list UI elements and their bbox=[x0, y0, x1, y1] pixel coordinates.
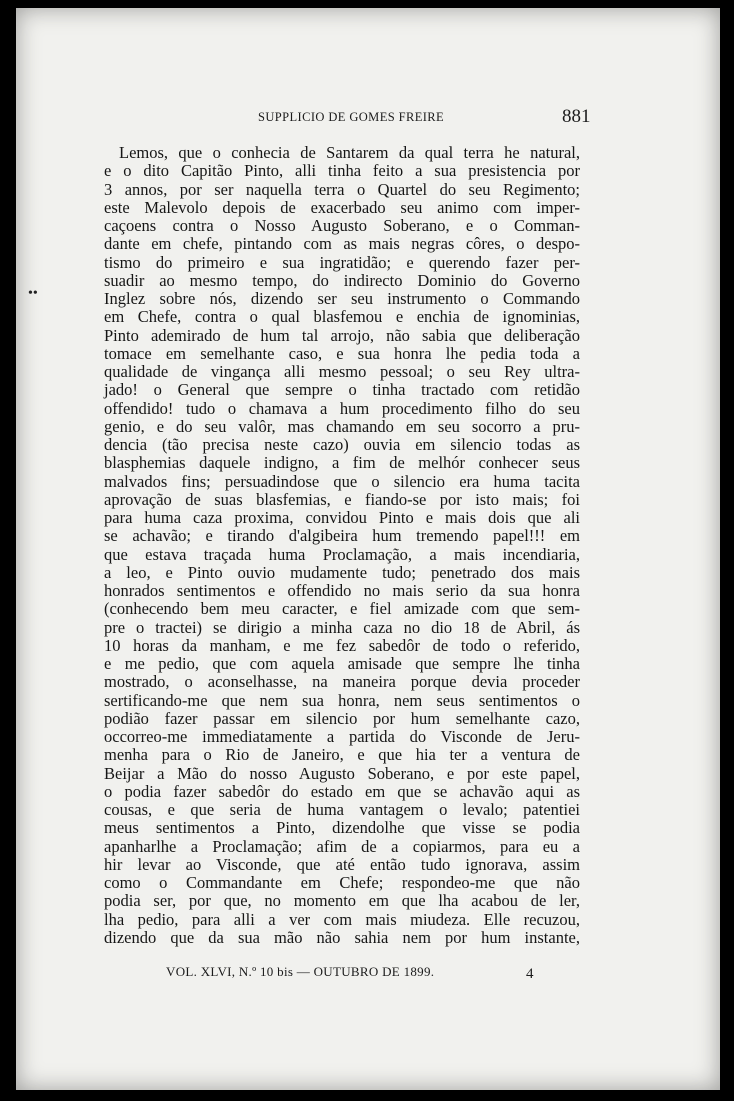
text-line: dizendo que da sua mão não sahia nem por hum instante, bbox=[104, 927, 580, 947]
text-line: blasphemias daquele indigno, a fim de melhór conhecer seus bbox=[104, 453, 580, 473]
text-line: 3 annos, por ser naquella terra o Quartel do seu Regimento; bbox=[104, 179, 580, 199]
text-line: este Malevolo depois de exacerbado seu animo com imper- bbox=[104, 197, 580, 217]
text-line: dencia (tão precisa neste cazo) ouvia em silencio todas as bbox=[104, 435, 580, 454]
running-title: SUPPLICIO DE GOMES FREIRE bbox=[258, 110, 445, 124]
text-line: meus sentimentos a Pinto, dizendolhe que visse se podia bbox=[104, 818, 580, 838]
book-page bbox=[16, 8, 720, 1090]
text-line: tismo do primeiro e sua ingratidão; e querendo fazer per- bbox=[104, 252, 580, 272]
text-line: lha pedio, para alli a ver com mais miudeza. Elle recuzou, bbox=[104, 909, 580, 929]
text-line: (conhecendo bem meu caracter, e fiel amizade com que sem- bbox=[104, 599, 580, 619]
page-number: 881 bbox=[562, 106, 591, 127]
text-line: e me pedio, que com aquela amisade que sempre lhe tinha bbox=[104, 654, 580, 673]
volume-signature: VOL. XLVI, N.º 10 bis — OUTUBRO DE 1899. bbox=[166, 964, 435, 979]
text-line: podia ser, por que, no momento em que lha acabou de ler, bbox=[104, 891, 580, 911]
text-line: occorreo-me immediatamente a partida do Visconde de Jeru- bbox=[104, 727, 580, 746]
text-line: apanharlhe a Proclamação; afim de a copiarmos, para eu a bbox=[104, 836, 580, 856]
text-line: Pinto ademirado de hum tal arrojo, não sabia que deliberação bbox=[104, 325, 580, 345]
text-line: podião fazer passar em silencio por hum semelhante cazo, bbox=[104, 708, 580, 728]
text-line: honrados sentimentos e offendido no mais serio da sua honra bbox=[104, 581, 580, 600]
text-line: Lemos, que o conhecia de Santarem da qual terra he natural, bbox=[119, 143, 580, 162]
text-line: cousas, e que seria de huma vantagem o levalo; patentiei bbox=[104, 800, 580, 819]
text-line: hir levar ao Visconde, que até então tudo ignorava, assim bbox=[104, 854, 580, 874]
text-line: Beijar a Mão do nosso Augusto Soberano, e por este papel, bbox=[104, 763, 580, 783]
text-line: como o Commandante em Chefe; respondeo-me que não bbox=[104, 873, 580, 892]
text-line: e o dito Capitão Pinto, alli tinha feito a sua presistencia por bbox=[104, 161, 580, 181]
text-line: offendido! tudo o chamava a hum procedimento filho do seu bbox=[104, 398, 580, 418]
text-line: suadir ao mesmo tempo, do indirecto Dominio do Governo bbox=[104, 270, 580, 290]
text-line: a leo, e Pinto ouvio mudamente tudo; penetrado dos mais bbox=[104, 562, 580, 582]
margin-mark: •• bbox=[28, 286, 38, 301]
text-line: malvados fins; persuadindose que o silencio era huma tacita bbox=[104, 471, 580, 491]
sheet-number: 4 bbox=[526, 966, 534, 982]
text-line: caçoens contra o Nosso Augusto Soberano, e o Comman- bbox=[104, 216, 580, 235]
text-line: se achavão; e tirando d'algibeira hum tremendo papel!!! em bbox=[104, 526, 580, 546]
text-line: genio, e do seu valôr, mas chamando em seu socorro a pru- bbox=[104, 416, 580, 436]
text-line: pre o tractei) se dirigio a minha caza no dio 18 de Abril, ás bbox=[104, 617, 580, 637]
text-line: 10 horas da manham, e me fez sabedôr de todo o referido, bbox=[104, 635, 580, 655]
text-line: jado! o General que sempre o tinha tractado com retidão bbox=[104, 380, 580, 400]
text-line: tomace em semelhante caso, e sua honra lhe pedia toda a bbox=[104, 343, 580, 363]
body-text bbox=[104, 144, 580, 947]
page-footer bbox=[166, 964, 586, 986]
text-line: qualidade de vingança alli mesmo pessoal; o seu Rey ultra- bbox=[104, 362, 580, 381]
text-line: o podia fazer sabedôr do estado em que se achavão aqui as bbox=[104, 781, 580, 801]
text-line: em Chefe, contra o qual blasfemou e enchia de ignominias, bbox=[104, 307, 580, 327]
text-line: aprovação de suas blasfemias, e fiando-se por isto mais; foi bbox=[104, 489, 580, 509]
text-line: sertificando-me que nem sua honra, nem seus sentimentos o bbox=[104, 690, 580, 710]
page-header bbox=[16, 108, 616, 132]
text-line: mostrado, o aconselhasse, na maneira porque devia proceder bbox=[104, 672, 580, 692]
text-line: Inglez sobre nós, dizendo ser seu instrumento o Commando bbox=[104, 289, 580, 308]
text-line: para huma caza proxima, convidou Pinto e mais dois que ali bbox=[104, 508, 580, 527]
text-line: que estava traçada huma Proclamação, a mais incendiaria, bbox=[104, 544, 580, 564]
text-line: menha para o Rio de Janeiro, e que hia ter a ventura de bbox=[104, 745, 580, 765]
text-line: dante em chefe, pintando com as mais negras côres, o despo- bbox=[104, 234, 580, 254]
